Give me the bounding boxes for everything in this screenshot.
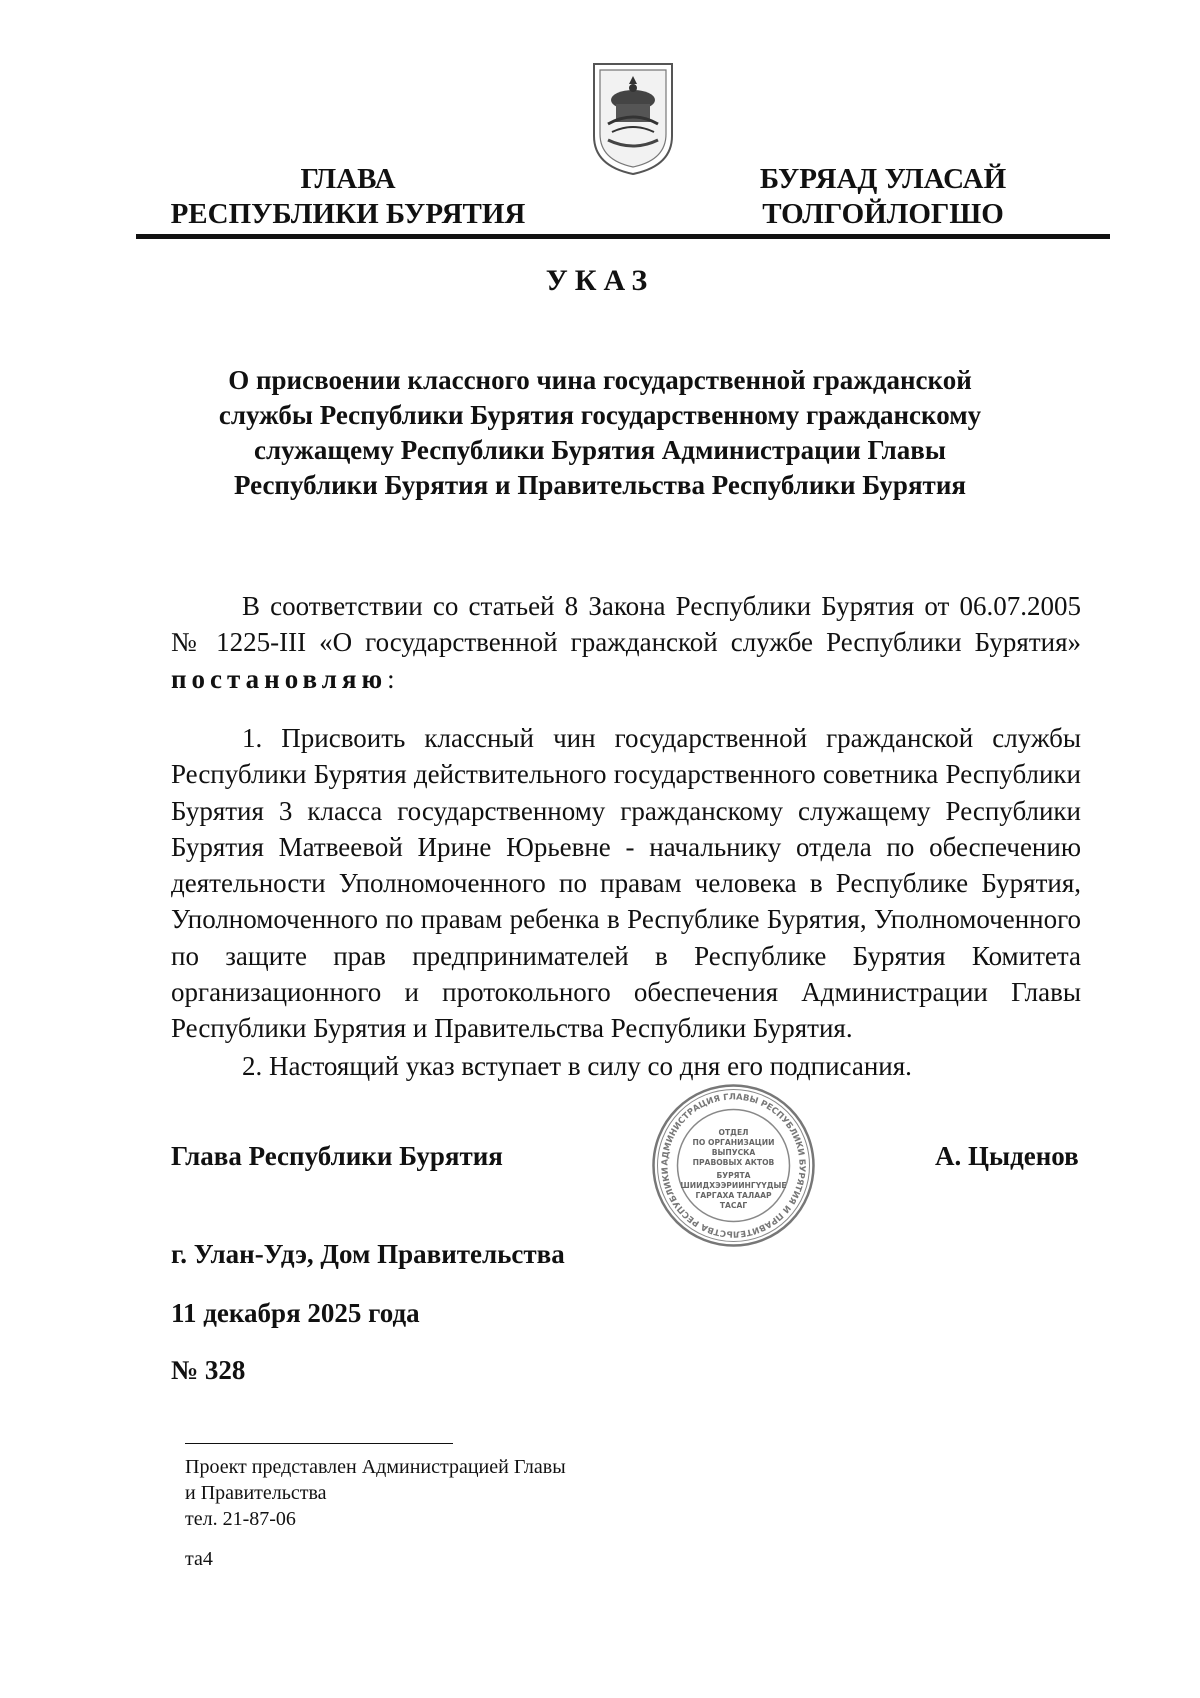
issue-date: 11 декабря 2025 года: [171, 1298, 420, 1328]
decree-item-2: 2. Настоящий указ вступает в силу со дня его подписания.: [242, 1051, 912, 1081]
seal-line: ШИИДХЭЭРИИНГҮҮДЫЕ: [680, 1181, 787, 1190]
seal-line: ВЫПУСКА: [711, 1148, 756, 1157]
footer-code: та4: [185, 1548, 213, 1570]
header-left-line1: ГЛАВА: [300, 163, 396, 195]
header-left: [158, 162, 538, 232]
seal-line: ПРАВОВЫХ АКТОВ: [692, 1158, 775, 1167]
decree-number: № 328: [171, 1355, 246, 1385]
decree-item-1: 1. Присвоить классный чин государственной гражданской службы Республики Бурятия действительного государственного советника Республики Бурятия 3 класса государственному гражданскому служащему Республики Бурятия Матвеевой Ирине Юрьевне - начальнику отдела по обеспечению деятельности Уполномоченного по правам человека в Республике Бурятия, Уполномоченного по правам ребенка в Республике Бурятия, Уполномоченного по защите прав предпринимателей в Республике Бурятия Комитета организационного и протокольного обеспечения Администрации Главы Республики Бурятия и Правительства Республики Бурятия.: [171, 723, 1081, 1044]
seal-line: ТАСАГ: [719, 1201, 748, 1210]
preamble: [171, 588, 1081, 697]
footer-note: [185, 1454, 566, 1532]
header-right: [733, 162, 1033, 232]
header-divider: [136, 234, 1110, 239]
preamble-text: В соответствии со статьей 8 Закона Республики Бурятия от 06.07.2005 № 1225-III «О государственной гражданской службе Республики Бурятия»: [171, 591, 1081, 658]
footer-divider: [185, 1443, 453, 1444]
coat-of-arms-icon: [586, 58, 680, 178]
footer-line1: Проект представлен Администрацией Главы: [185, 1456, 566, 1478]
decree-word: постановляю: [171, 663, 388, 694]
seal-line: БУРЯТА: [716, 1171, 751, 1180]
official-seal: [651, 1083, 816, 1248]
issue-place: г. Улан-Удэ, Дом Правительства: [171, 1239, 565, 1269]
seal-line: ГАРГАХА ТАЛААР: [695, 1191, 772, 1200]
seal-ring-text: АДМИНИСТРАЦИЯ ГЛАВЫ РЕСПУБЛИКИ БУРЯТИЯ И ПРАВИТЕЛЬСТВА РЕСПУБЛИКИ: [660, 1092, 807, 1239]
footer-phone: тел. 21-87-06: [185, 1508, 296, 1530]
preamble-colon: :: [387, 663, 395, 694]
header-right-line1: БУРЯАД УЛАСАЙ: [759, 163, 1007, 195]
seal-line: ОТДЕЛ: [718, 1128, 749, 1137]
signatory-name: А. Цыденов: [935, 1141, 1079, 1171]
footer-line2: и Правительства: [185, 1482, 327, 1504]
seal-line: ПО ОРГАНИЗАЦИИ: [692, 1138, 775, 1147]
document-subject: О присвоении классного чина государственной гражданской службы Республики Бурятия государственному гражданскому служащему Республики Бурятия Администрации Главы Республики Бурятия и Правительства Республики Бурятия: [218, 365, 982, 500]
header-left-line2: РЕСПУБЛИКИ БУРЯТИЯ: [170, 198, 526, 230]
header-right-line2: ТОЛГОЙЛОГШО: [762, 198, 1004, 230]
signatory-title: Глава Республики Бурятия: [171, 1141, 503, 1171]
document-title: УКАЗ: [545, 264, 655, 297]
